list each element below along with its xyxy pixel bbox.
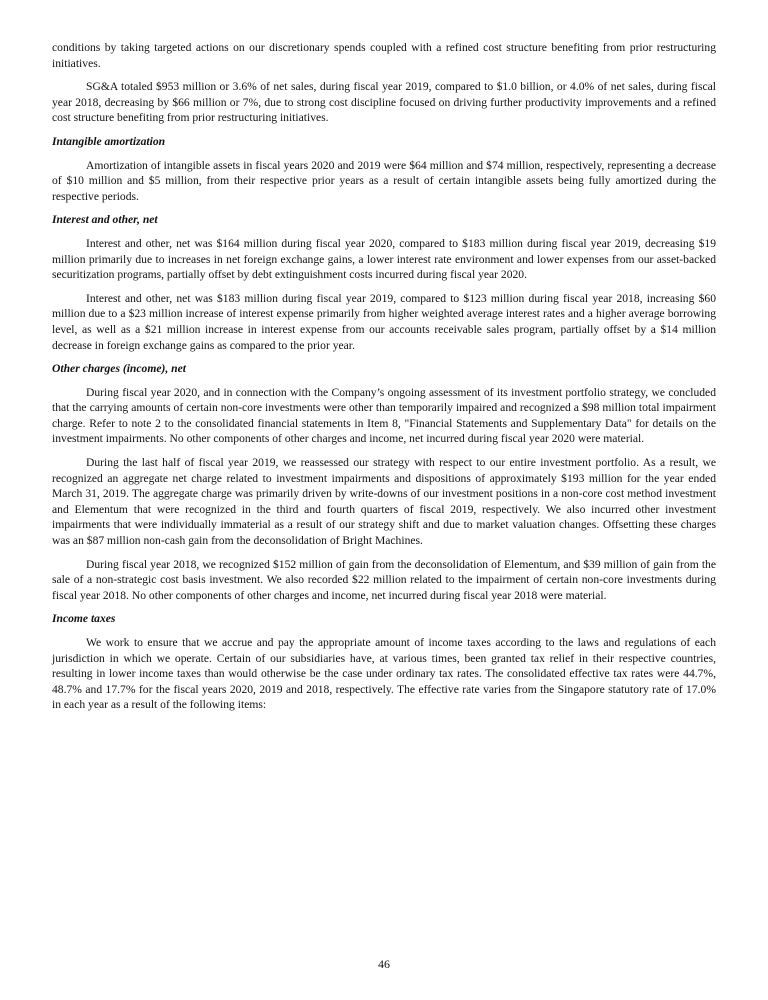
continuation-paragraph: conditions by taking targeted actions on our discretionary spends coupled with a refined cost structure benefiting from prior restructuring initiatives. <box>52 41 716 70</box>
interest-paragraph-2020: Interest and other, net was $164 million during fiscal year 2020, compared to $183 million during fiscal year 2019, decreasing $19 million primarily due to increases in net foreign exchange gains, a lower interest rate environment and lower expenses from our asset-backed securitization programs, partially offset by debt extinguishment costs incurred during fiscal year 2020. <box>52 236 716 282</box>
page-number: 46 <box>378 957 390 971</box>
section-heading-intangible-amortization: Intangible amortization <box>52 134 166 148</box>
other-charges-paragraph-2019: During the last half of fiscal year 2019, we reassessed our strategy with respect to our entire investment portfolio. As a result, we recognized an aggregate net charge related to investment impairments and dispositions of approximately $193 million for the year ended March 31, 2019. The aggregate charge was primarily driven by write-downs of our investment positions in a non-core cost method investment and Elementum that were recognized in the third and fourth quarters of fiscal 2019, respectively. We also incurred other investment impairments that were individually immaterial as a result of our strategy shift and due to market valuation changes. Offsetting these charges was an $87 million non-cash gain from the deconsolidation of Bright Machines. <box>52 456 716 548</box>
interest-paragraph-2019: Interest and other, net was $183 million during fiscal year 2019, compared to $123 million during fiscal year 2018, increasing $60 million due to a $23 million increase of interest expense primarily from higher weighted average interest rates and a higher average borrowing level, as well as a $21 million increase in interest expense from our accounts receivable sales program, partially offset by a $14 million decrease in foreign exchange gains as compared to the prior year. <box>52 291 716 352</box>
document-page <box>52 40 716 721</box>
income-taxes-paragraph: We work to ensure that we accrue and pay the appropriate amount of income taxes according to the laws and regulations of each jurisdiction in which we operate. Certain of our subsidiaries have, at various times, been granted tax relief in their respective countries, resulting in lower income taxes than would otherwise be the case under ordinary tax rates. The consolidated effective tax rates were 44.7%, 48.7% and 17.7% for the fiscal years 2020, 2019 and 2018, respectively. The effective rate varies from the Singapore statutory rate of 17.0% in each year as a result of the following items: <box>52 636 716 712</box>
other-charges-paragraph-2020: During fiscal year 2020, and in connection with the Company’s ongoing assessment of its investment portfolio strategy, we concluded that the carrying amounts of certain non-core investments were other than temporarily impaired and recognized a $98 million total impairment charge. Refer to note 2 to the consolidated financial statements in Item 8, "Financial Statements and Supplementary Data" for details on the investment impairments. No other components of other charges and income, net incurred during fiscal year 2020 were material. <box>52 385 716 446</box>
section-heading-interest-and-other: Interest and other, net <box>52 213 158 227</box>
intangible-paragraph: Amortization of intangible assets in fiscal years 2020 and 2019 were $64 million and $74 million, respectively, representing a decrease of $10 million and $5 million, from their respective prior years as a result of certain intangible assets being fully amortized during the respective periods. <box>52 158 716 203</box>
sga-paragraph: SG&A totaled $953 million or 3.6% of net sales, during fiscal year 2019, compared to $1.0 billion, or 4.0% of net sales, during fiscal year 2018, decreasing by $66 million or 7%, due to strong cost discipline focused on driving further productivity improvements and a refined cost structure benefiting from prior restructuring initiatives. <box>52 80 716 125</box>
section-heading-income-taxes: Income taxes <box>52 612 116 626</box>
section-heading-other-charges: Other charges (income), net <box>52 362 186 376</box>
other-charges-paragraph-2018: During fiscal year 2018, we recognized $152 million of gain from the deconsolidation of Elementum, and $39 million of gain from the sale of a non-strategic cost basis investment. We also recorded $22 million related to the impairment of certain non-core investments during fiscal year 2018. No other components of other charges and income, net incurred during fiscal year 2018 were material. <box>52 557 716 602</box>
